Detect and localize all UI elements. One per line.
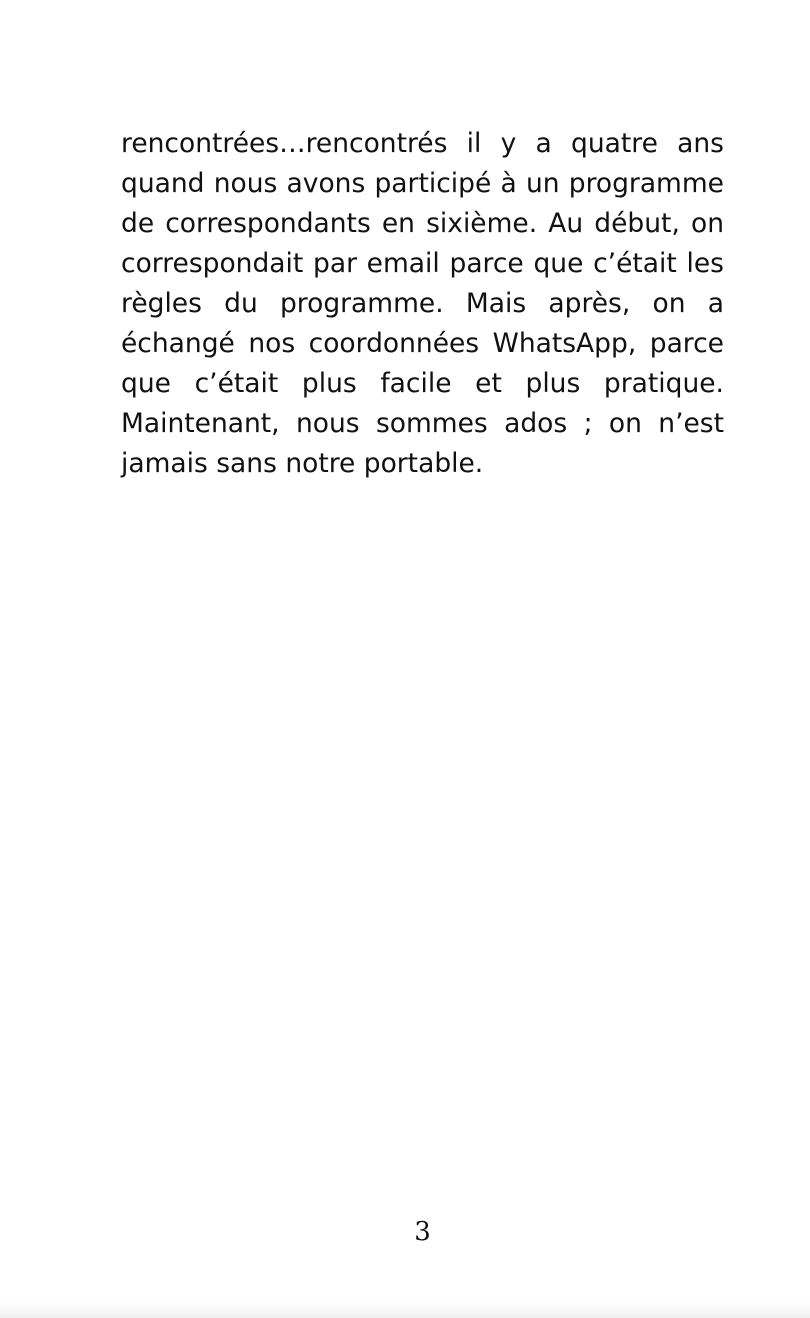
page-number: 3 [414, 1217, 431, 1247]
body-paragraph: rencontrées…rencontrés il y a quatre ans quand nous avons participé à un programme de correspondants en sixième. Au début, on correspondait par email parce que c’était les règles du programme. Mais après, on a échangé nos coordonnées WhatsApp, parce que c’était plus facile et plus pratique. Maintenant, nous sommes ados ; on n’est jamais sans notre portable. [121, 128, 724, 479]
bottom-scroll-edge [0, 1302, 810, 1318]
